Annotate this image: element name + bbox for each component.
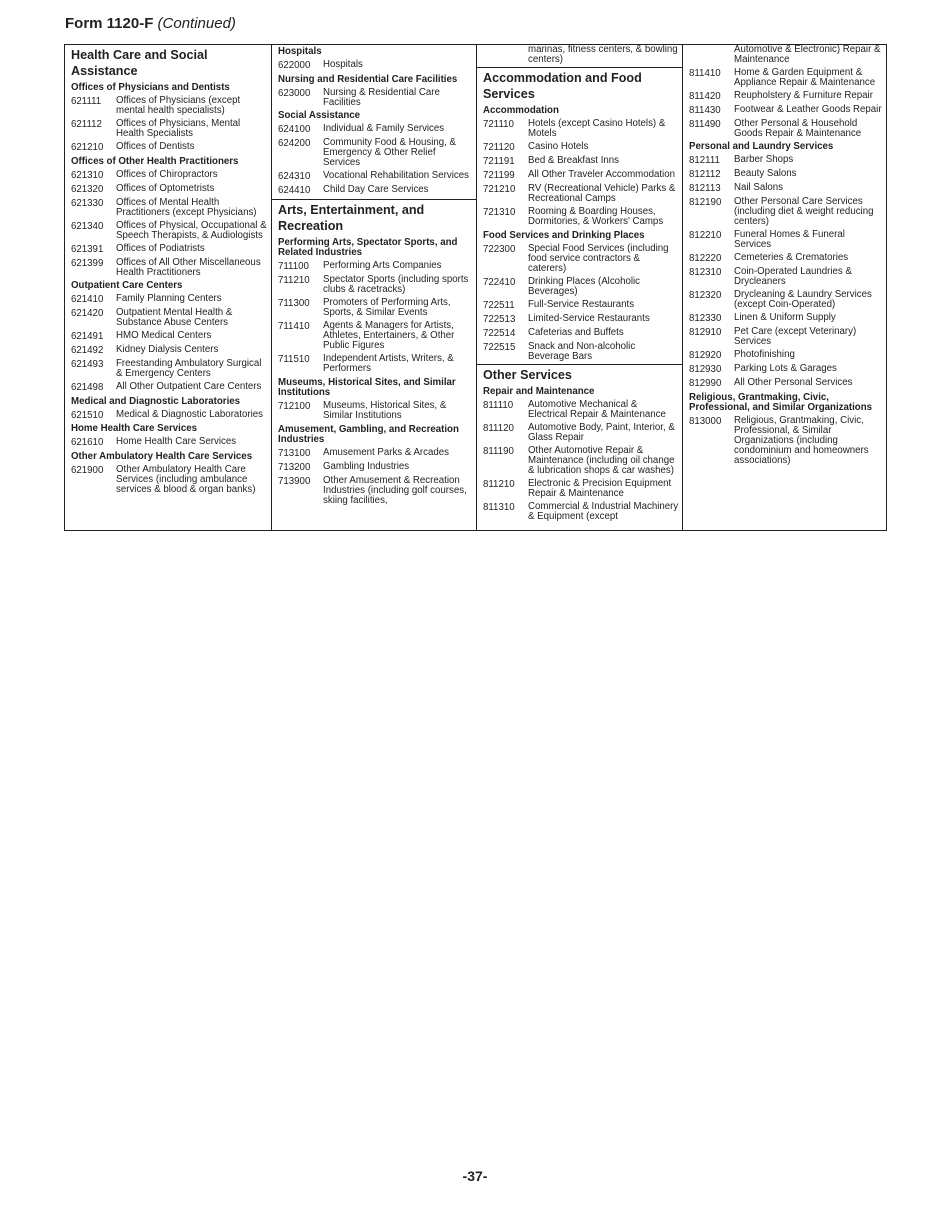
code: 811490 [689,118,721,130]
code: 621310 [71,169,104,181]
code-entry [65,408,271,422]
subsection-header: Personal and Laundry Services [689,141,834,152]
code-entry [65,436,271,450]
code-entry [477,275,682,298]
code: 812210 [689,230,722,241]
description: HMO Medical Centers [116,330,212,341]
description: Pet Care (except Veterinary) Services [734,326,857,347]
code-entry [477,445,682,478]
code: 711410 [278,321,310,332]
description: All Other Outpatient Care Centers [116,381,262,392]
code-entry [272,447,476,461]
code-entry [477,399,682,422]
description: Hospitals [323,59,363,70]
code-entry [272,170,476,184]
code: 811120 [483,423,514,434]
code: 721310 [483,207,516,218]
description: Community Food & Housing, & Emergency & Other Relief Services [323,137,456,168]
code-entry [477,183,682,206]
description: Offices of Physical, Occupational & Speech Therapists, & Audiologists [116,219,267,241]
code-entry [65,95,271,118]
code: 722515 [483,341,516,353]
code: 621210 [71,142,104,153]
code-entry [477,478,682,501]
description: Offices of Chiropractors [116,168,218,180]
code-entry [683,266,886,289]
code: 811430 [689,104,721,116]
code: 621320 [71,183,104,195]
code: 812320 [689,290,722,301]
code: 713200 [278,462,311,473]
code: 812111 [689,155,720,166]
code-entry [272,475,476,508]
code: 812190 [689,197,722,208]
description: Barber Shops [734,154,794,165]
code: 621510 [71,409,104,421]
code: 711210 [278,275,310,286]
description: Full-Service Restaurants [528,298,635,310]
code-entry [683,196,886,229]
code: 722511 [483,299,515,311]
description: Hotels (except Casino Hotels) & Motels [528,118,666,139]
description: Casino Hotels [528,141,589,152]
description: Nail Salons [734,182,784,193]
subsection-header: Performing Arts, Spectator Sports, and Related Industries [278,236,458,258]
description: Child Day Care Services [323,184,429,195]
code: 811190 [483,446,514,457]
code-entry [272,400,476,423]
description: Amusement Parks & Arcades [323,447,449,458]
description: Cemeteries & Crematories [734,252,849,263]
code: 812990 [689,378,722,389]
code-entry [683,349,886,363]
code-entry [477,312,682,326]
code-entry [683,66,886,89]
subsection-header: Hospitals [278,46,322,57]
title-line: Accommodation and Food [483,71,642,85]
code-entry [272,137,476,170]
description: Nursing & Residential Care Facilities [323,86,440,108]
code: 811210 [483,479,515,490]
description: Snack and Non-alcoholic Beverage Bars [528,340,636,362]
description: Automotive Mechanical & Electrical Repair & Maintenance [528,399,666,420]
code: 812910 [689,327,722,338]
code: 812930 [689,364,722,375]
description: Offices of Mental Health Practitioners (except Physicians) [116,196,257,218]
continued-description: Automotive & Electronic) Repair & Maintenance [734,45,881,65]
description: Linen & Uniform Supply [734,312,836,323]
code: 713900 [278,476,311,487]
code: 812920 [689,350,722,361]
subsection-header: Amusement, Gambling, and Recreation Industries [278,423,459,445]
section-title-health-care [65,45,271,81]
description: Bed & Breakfast Inns [528,155,620,166]
description: Parking Lots & Garages [734,363,837,374]
code-entry [65,463,271,496]
table-column-4 [682,45,886,530]
code: 712100 [278,401,311,412]
continued-label: (Continued) [157,15,236,32]
code-entry [272,353,476,376]
code-entry [272,123,476,137]
code: 621491 [71,331,104,342]
description: Promoters of Performing Arts, Sports, & Similar Events [323,297,451,318]
description: Reupholstery & Furniture Repair [734,89,873,101]
description: Photofinishing [734,349,795,360]
code-entry [477,298,682,312]
code-entry [65,381,271,395]
code: 811110 [483,400,514,411]
description: Beauty Salons [734,168,797,179]
description: Offices of Dentists [116,141,195,152]
code-entry [683,252,886,266]
code: 812220 [689,253,722,264]
description: Offices of Physicians (except mental health specialists) [116,95,241,116]
code-entry [65,219,271,242]
code: 621112 [71,119,102,130]
code-entry [683,289,886,312]
code-entry [272,320,476,353]
code: 722410 [483,276,516,288]
section-title-accommodation [477,67,682,104]
description: Coin-Operated Laundries & Drycleaners [734,266,852,287]
code: 624200 [278,138,311,149]
description: Freestanding Ambulatory Surgical & Emergency Centers [116,358,262,379]
code-entry [683,168,886,182]
code-entry [65,330,271,344]
code-entry [683,154,886,168]
code: 621498 [71,382,104,393]
code-entry [683,117,886,140]
description: Rooming & Boarding Houses, Dormitories, & Workers' Camps [528,206,664,227]
code-entry [683,363,886,377]
code-entry [477,422,682,445]
code: 721120 [483,142,515,153]
code-entry [477,242,682,275]
description: Other Ambulatory Health Care Services (including ambulance services & blood & organ banks) [116,463,256,495]
code-entry [65,168,271,182]
code: 621900 [71,464,104,476]
code-entry [272,184,476,198]
code: 713100 [278,448,311,459]
code-entry [683,377,886,391]
subsection-header: Repair and Maintenance [483,386,595,397]
code: 722300 [483,243,516,255]
code-entry [272,86,476,109]
code: 621330 [71,197,104,209]
code-entry [683,326,886,349]
subsection-header: Social Assistance [278,110,361,121]
code-entry [65,182,271,196]
description: Other Automotive Repair & Maintenance (including oil change & lubrication shops & car washes) [528,445,675,476]
code-entry [477,169,682,183]
page-number: -37- [462,1168,488,1184]
code-entry [683,182,886,196]
form-title: Form 1120-F [65,15,154,32]
code: 623000 [278,87,311,99]
code: 624100 [278,124,311,135]
section-title-other-services: Other Services [477,364,682,385]
code: 711510 [278,354,310,365]
code: 621340 [71,220,104,232]
description: Offices of Podiatrists [116,242,205,254]
subsection-header: Offices of Physicians and Dentists [71,82,230,93]
code-entry [65,293,271,307]
code: 722513 [483,313,516,325]
title-line: Recreation [278,218,344,233]
table-column-2 [271,45,476,530]
code: 812330 [689,313,722,324]
code-entry [683,89,886,103]
code: 812112 [689,169,721,180]
code: 711100 [278,261,309,272]
description: Other Personal Care Services (including diet & weight reducing centers) [734,196,874,227]
description: Vocational Rehabilitation Services [323,170,469,181]
description: Other Amusement & Recreation Industries (including golf courses, skiing facilities, [323,475,467,506]
subsection-header: Religious, Grantmaking, Civic, Professional, and Similar Organizations [689,391,873,413]
code-entry [477,501,682,524]
continued-description: marinas, fitness centers, & bowling centers) [528,45,678,65]
code-entry [683,415,886,468]
code-entry [272,461,476,475]
description: Other Personal & Household Goods Repair & Maintenance [734,117,862,139]
description: Footwear & Leather Goods Repair [734,103,882,115]
subsection-header: Outpatient Care Centers [71,280,183,291]
description: Individual & Family Services [323,123,445,134]
code: 722514 [483,327,516,339]
description: Home Health Care Services [116,436,237,447]
description: Home & Garden Equipment & Appliance Repair & Maintenance [734,66,876,88]
code-entry [477,326,682,340]
code: 622000 [278,60,311,71]
description: Outpatient Mental Health & Substance Abuse Centers [116,307,233,328]
title-line: Arts, Entertainment, and [278,202,425,217]
code-entry [477,118,682,141]
code: 813000 [689,416,722,427]
code: 812310 [689,267,722,278]
description: Museums, Historical Sites, & Similar Institutions [323,400,447,421]
description: All Other Traveler Accommodation [528,169,675,180]
description: Spectator Sports (including sports clubs & racetracks) [323,274,469,295]
subsection-header: Medical and Diagnostic Laboratories [71,395,241,407]
code-entry [477,155,682,169]
code: 811420 [689,90,721,102]
code-entry [65,256,271,279]
description: RV (Recreational Vehicle) Parks & Recreational Camps [528,183,676,204]
code: 711300 [278,298,310,309]
code: 621111 [71,96,102,107]
code-entry [272,297,476,320]
code: 721110 [483,119,514,130]
code-entry [65,196,271,219]
code: 812113 [689,183,721,194]
code-entry [683,103,886,117]
code: 621492 [71,345,104,356]
subsection-header: Nursing and Residential Care Facilities [278,73,458,85]
title-line: Assistance [71,64,138,78]
description: Automotive Body, Paint, Interior, & Glass Repair [528,422,675,443]
code: 621493 [71,359,104,370]
code: 621610 [71,437,104,448]
code-entry [65,307,271,330]
description: Offices of Physicians, Mental Health Specialists [116,118,241,139]
code: 621391 [71,243,104,255]
code: 624310 [278,171,311,182]
form-header [65,15,236,33]
table-column-1 [65,45,271,530]
table-column-3 [476,45,682,530]
title-line: Health Care and Social [71,48,208,62]
code-entry [65,358,271,381]
description: Funeral Homes & Funeral Services [734,229,845,250]
code: 624410 [278,185,311,196]
code: 621420 [71,308,104,319]
code-entry [272,59,476,73]
code: 721191 [483,156,515,167]
code: 621399 [71,257,104,269]
subsection-header: Food Services and Drinking Places [483,229,645,241]
title-line: Services [483,87,535,101]
description: Special Food Services (including food service contractors & caterers) [528,242,669,274]
code: 811410 [689,67,721,79]
code: 721199 [483,170,515,181]
description: Electronic & Precision Equipment Repair & Maintenance [528,478,672,499]
subsection-header: Other Ambulatory Health Care Services [71,450,253,462]
code-entry [477,141,682,155]
code-entry [683,312,886,326]
code-entry [477,340,682,363]
subsection-header: Museums, Historical Sites, and Similar Institutions [278,376,456,398]
code-entry [65,344,271,358]
description: Performing Arts Companies [323,260,442,271]
code-entry [65,141,271,155]
description: Commercial & Industrial Machinery & Equipment (except [528,501,679,522]
naics-code-table [64,44,887,531]
code-entry [65,118,271,141]
description: Gambling Industries [323,461,410,472]
description: Medical & Diagnostic Laboratories [116,408,264,420]
code-entry [272,274,476,297]
description: Offices of Optometrists [116,182,215,194]
description: Offices of All Other Miscellaneous Health Practitioners [116,256,261,278]
code: 811310 [483,502,515,513]
description: All Other Personal Services [734,377,853,388]
code-entry [477,206,682,229]
description: Kidney Dialysis Centers [116,344,219,355]
code: 621410 [71,294,104,305]
subsection-header: Home Health Care Services [71,423,197,434]
code: 721210 [483,184,516,195]
description: Agents & Managers for Artists, Athletes, Entertainers, & Other Public Figures [323,320,455,351]
code-entry [272,260,476,274]
description: Independent Artists, Writers, & Performers [323,353,454,374]
description: Religious, Grantmaking, Civic, Professional, & Similar Organizations (including condominium and homeowners associations) [734,415,869,466]
subsection-header: Accommodation [483,105,559,116]
description: Family Planning Centers [116,293,222,304]
description: Drycleaning & Laundry Services (except Coin-Operated) [734,289,872,310]
description: Limited-Service Restaurants [528,312,650,324]
section-title-arts [272,199,476,236]
code-entry [65,242,271,256]
subsection-header: Offices of Other Health Practitioners [71,155,239,167]
description: Cafeterias and Buffets [528,326,624,338]
code-entry [683,229,886,252]
description: Drinking Places (Alcoholic Beverages) [528,275,640,297]
